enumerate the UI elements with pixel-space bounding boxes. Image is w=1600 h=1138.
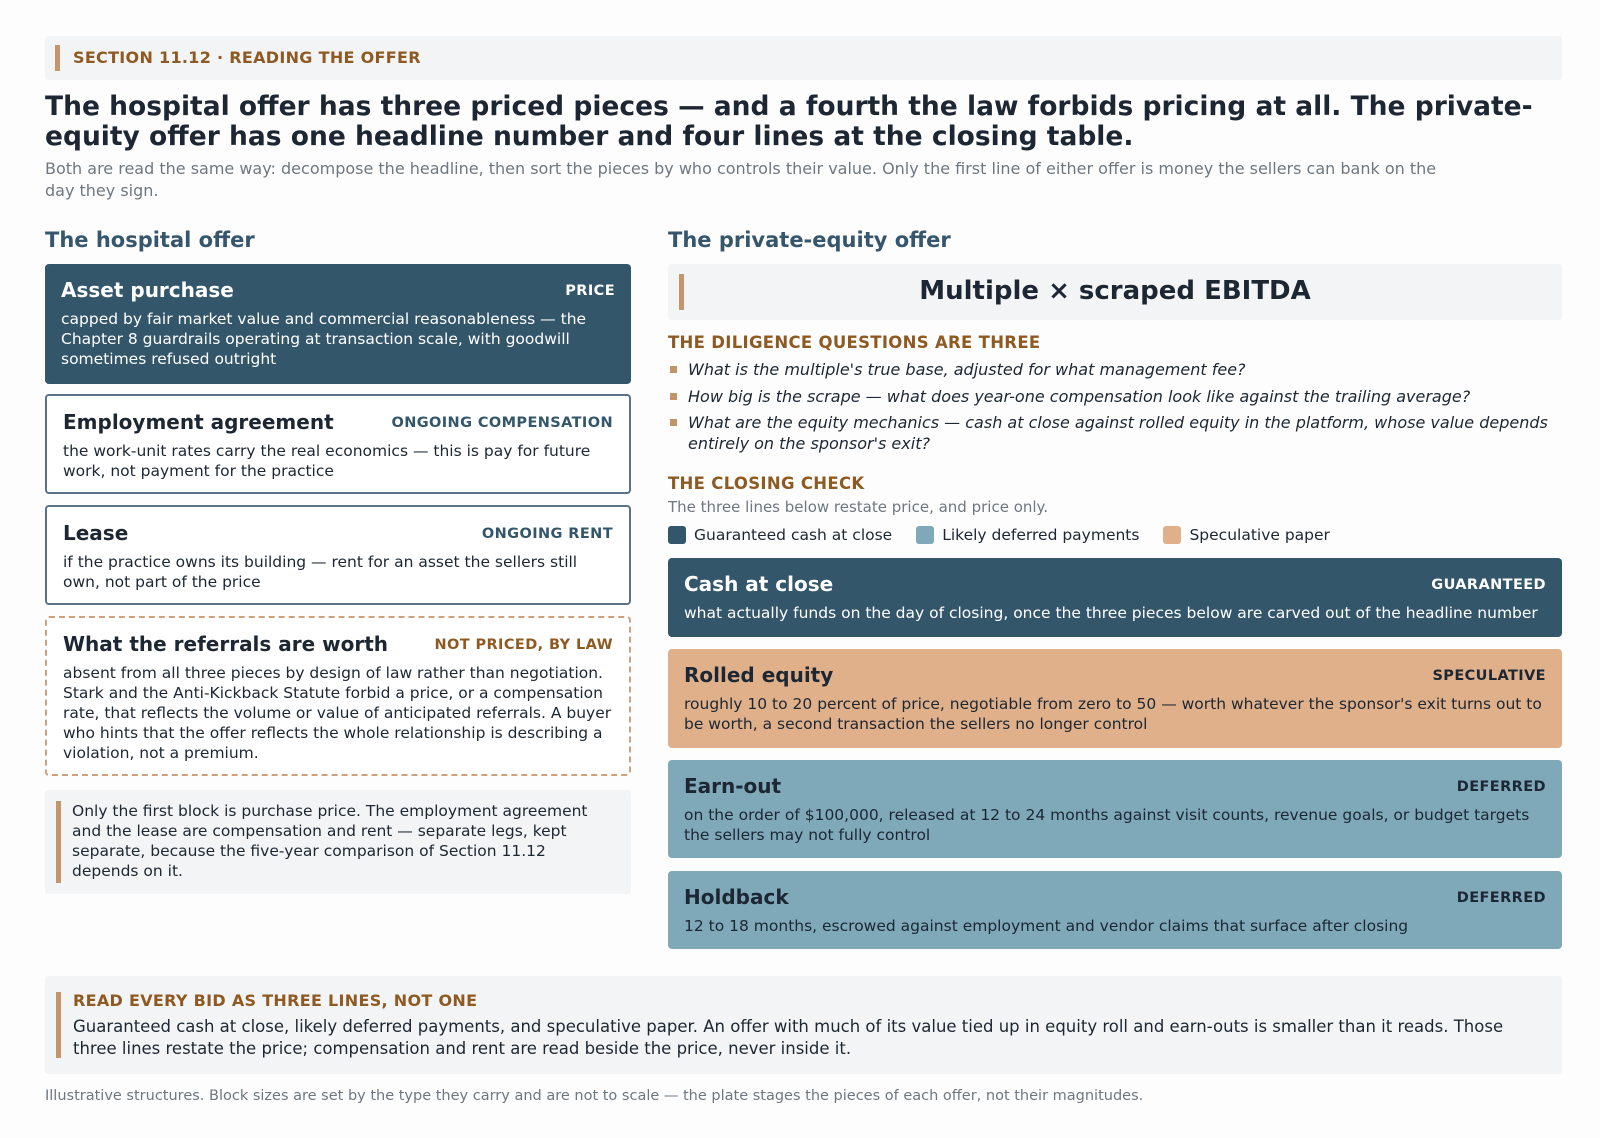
card-body: capped by fair market value and commercial reasonableness — the Chapter 8 guardrails operating at transaction scale, with goodwill sometimes refused outright xyxy=(61,310,587,368)
legend-swatch xyxy=(916,526,934,544)
summary-callout xyxy=(45,976,1562,1074)
question-text: What are the equity mechanics — cash at close against rolled equity in the platform, whose value depends entirely on the sponsor's exit? xyxy=(688,413,1548,453)
card-rolled-equity xyxy=(668,649,1562,748)
summary-heading: READ EVERY BID AS THREE LINES, NOT ONE xyxy=(73,991,478,1010)
pe-offer-title: The private-equity offer xyxy=(668,228,951,252)
legend-label: Likely deferred payments xyxy=(942,526,1140,544)
summary-text: Guaranteed cash at close, likely deferred payments, and speculative paper. An offer with much of its value tied up in equity roll and earn-outs is smaller than it reads. Those three lines restate the price; compensation and rent are read beside the price, never inside it. xyxy=(73,1017,1504,1058)
page-title: The hospital offer has three priced pieces — and a fourth the law forbids pricing at all. The private-equity offer has one headline number and four lines at the closing table. xyxy=(45,91,1533,152)
square-bullet-icon xyxy=(670,419,677,426)
hospital-offer-title: The hospital offer xyxy=(45,228,255,252)
card-asset-purchase xyxy=(45,264,631,384)
legend-swatch xyxy=(1163,526,1181,544)
card-cash-at-close xyxy=(668,558,1562,637)
card-title: Asset purchase xyxy=(61,278,234,302)
card-title: What the referrals are worth xyxy=(63,632,389,656)
list-item xyxy=(668,360,1562,381)
legend xyxy=(668,526,1354,544)
card-tag: SPECULATIVE xyxy=(1432,668,1546,684)
card-body: roughly 10 to 20 percent of price, negotiable from zero to 50 — worth whatever the sponsor's exit turns out to be worth, a second transaction the sellers no longer control xyxy=(684,695,1542,733)
card-tag: ONGOING COMPENSATION xyxy=(391,415,613,431)
footnote: Illustrative structures. Block sizes are set by the type they carry and are not to scale — the plate stages the pieces of each offer, not their magnitudes. xyxy=(45,1088,1144,1104)
card-employment-agreement xyxy=(45,394,631,494)
section-header xyxy=(45,36,1562,80)
diligence-heading: THE DILIGENCE QUESTIONS ARE THREE xyxy=(668,333,1041,352)
card-referrals xyxy=(45,616,631,776)
headline-formula xyxy=(668,264,1562,320)
list-item xyxy=(668,387,1562,408)
accent-bar xyxy=(55,45,60,71)
card-title: Earn-out xyxy=(684,774,782,798)
card-body: if the practice owns its building — rent for an asset the sellers still own, not part of the price xyxy=(63,553,578,591)
accent-bar xyxy=(56,992,61,1058)
card-title: Cash at close xyxy=(684,572,834,596)
section-label: SECTION 11.12 · READING THE OFFER xyxy=(73,48,421,67)
accent-bar xyxy=(56,801,61,883)
card-tag: DEFERRED xyxy=(1456,890,1546,906)
card-title: Rolled equity xyxy=(684,663,834,687)
square-bullet-icon xyxy=(670,366,677,373)
card-title: Holdback xyxy=(684,885,789,909)
card-tag: PRICE xyxy=(565,283,615,299)
formula-text: Multiple × scraped EBITDA xyxy=(919,276,1311,306)
card-holdback xyxy=(668,871,1562,949)
question-text: What is the multiple's true base, adjusted for what management fee? xyxy=(688,360,1246,379)
card-body: the work-unit rates carry the real economics — this is pay for future work, not payment for the practice xyxy=(63,442,591,480)
card-lease xyxy=(45,505,631,605)
closing-note: The three lines below restate price, and price only. xyxy=(668,498,1049,516)
question-text: How big is the scrape — what does year-one compensation look like against the trailing average? xyxy=(688,386,1471,406)
square-bullet-icon xyxy=(670,393,677,400)
note-text: Only the first block is purchase price. The employment agreement and the lease are compensation and rent — separate legs, kept separate, because the five-year comparison of Section 11.12 depends on it. xyxy=(72,802,588,880)
legend-swatch xyxy=(668,526,686,544)
diligence-questions xyxy=(668,360,1562,460)
hospital-note xyxy=(45,790,631,894)
card-earn-out xyxy=(668,760,1562,858)
card-title: Employment agreement xyxy=(63,410,334,434)
legend-item xyxy=(668,526,892,544)
card-title: Lease xyxy=(63,521,129,545)
closing-heading: THE CLOSING CHECK xyxy=(668,474,865,493)
card-tag: DEFERRED xyxy=(1456,779,1546,795)
list-item xyxy=(668,413,1562,454)
page-subtitle: Both are read the same way: decompose the headline, then sort the pieces by who controls their value. Only the first line of either offer is money the sellers can bank on the day they sign. xyxy=(45,159,1437,200)
card-tag: GUARANTEED xyxy=(1431,577,1546,593)
card-body: 12 to 18 months, escrowed against employment and vendor claims that surface after closing xyxy=(684,917,1409,935)
card-tag: NOT PRICED, BY LAW xyxy=(434,637,613,653)
legend-item xyxy=(1163,526,1329,544)
legend-item xyxy=(916,526,1139,544)
legend-label: Speculative paper xyxy=(1189,526,1330,544)
card-tag: ONGOING RENT xyxy=(481,526,613,542)
legend-label: Guaranteed cash at close xyxy=(694,526,893,544)
card-body: absent from all three pieces by design of law rather than negotiation. Stark and the Anti-Kickback Statute forbid a price, or a compensation rate, that reflects the volume or value of anticipated referrals. A buyer who hints that the offer reflects the whole relationship is describing a violation, not a premium. xyxy=(63,664,612,762)
card-body: what actually funds on the day of closing, once the three pieces below are carved out of the headline number xyxy=(684,604,1538,622)
card-body: on the order of $100,000, released at 12 to 24 months against visit counts, revenue goals, or budget targets the sellers may not fully control xyxy=(684,806,1530,844)
